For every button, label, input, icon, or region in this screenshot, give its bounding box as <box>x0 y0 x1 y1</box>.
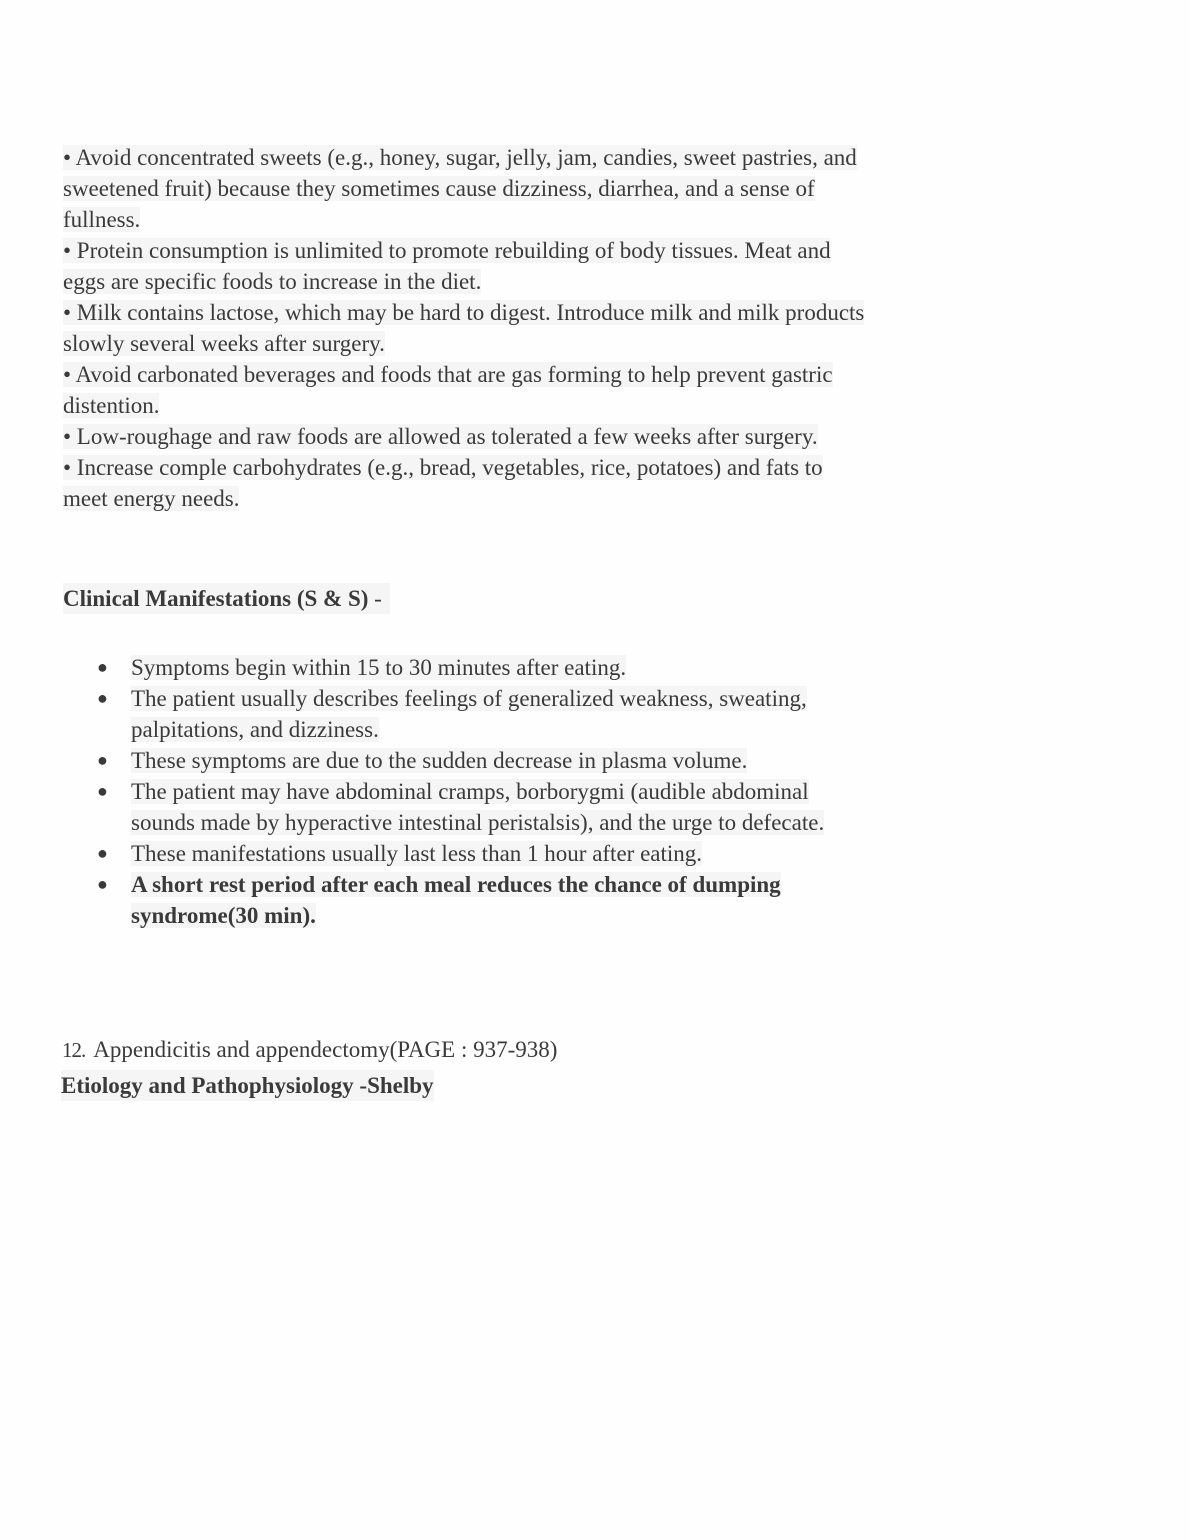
bullet-icon: ● <box>97 874 108 894</box>
list-item <box>97 776 877 838</box>
symptoms-list <box>97 652 877 931</box>
diet-item <box>63 452 873 514</box>
diet-item <box>63 359 873 421</box>
bullet-icon: ● <box>97 781 108 801</box>
etiology-heading: Etiology and Pathophysiology -Shelby <box>61 1070 434 1101</box>
diet-item <box>63 421 873 452</box>
symptom-text-emphasis: A short rest period after each meal reduces the chance of dumping syndrome(30 min). <box>131 872 781 928</box>
symptom-text: The patient usually describes feelings of generalized weakness, sweating, palpitations, and dizziness. <box>131 686 807 742</box>
symptom-text: These symptoms are due to the sudden decrease in plasma volume. <box>131 748 748 773</box>
topic-number: 12. <box>62 1038 86 1062</box>
bullet-icon: ● <box>97 750 108 770</box>
diet-item-text: • Protein consumption is unlimited to promote rebuilding of body tissues. Meat and eggs are specific foods to increase in the diet. <box>63 238 831 294</box>
diet-item-text: • Avoid concentrated sweets (e.g., honey, sugar, jelly, jam, candies, sweet pastries, and sweetened fruit) because they sometimes cause dizziness, diarrhea, and a sense of fullness. <box>63 145 857 232</box>
diet-item-text: • Increase comple carbohydrates (e.g., bread, vegetables, rice, potatoes) and fats to meet energy needs. <box>63 455 823 511</box>
bullet-icon: ● <box>97 688 108 708</box>
list-item <box>97 652 877 683</box>
bullet-icon: ● <box>97 657 108 677</box>
clinical-heading-text: Clinical Manifestations (S & S) <box>63 586 369 611</box>
clinical-manifestations-heading <box>63 583 390 614</box>
list-item <box>97 869 877 931</box>
diet-item-text: • Milk contains lactose, which may be hard to digest. Introduce milk and milk products slowly several weeks after surgery. <box>63 300 865 356</box>
symptom-text: These manifestations usually last less than 1 hour after eating. <box>131 841 703 866</box>
symptom-text: The patient may have abdominal cramps, borborygmi (audible abdominal sounds made by hyperactive intestinal peristalsis), and the urge to defecate. <box>131 779 825 835</box>
diet-item <box>63 235 873 297</box>
topic-title-line <box>62 1034 557 1066</box>
symptom-text: Symptoms begin within 15 to 30 minutes after eating. <box>131 655 627 680</box>
bullet-icon: ● <box>97 843 108 863</box>
diet-item <box>63 297 873 359</box>
diet-item-text: • Low-roughage and raw foods are allowed as tolerated a few weeks after surgery. <box>63 424 818 449</box>
diet-guidelines-list <box>63 142 873 514</box>
list-item <box>97 838 877 869</box>
topic-title: Appendicitis and appendectomy(PAGE : 937-938) <box>93 1037 558 1062</box>
list-item <box>97 745 877 776</box>
list-item <box>97 683 877 745</box>
clinical-heading-dash: - <box>368 586 382 611</box>
diet-item <box>63 142 873 235</box>
diet-item-text: • Avoid carbonated beverages and foods that are gas forming to help prevent gastric distention. <box>63 362 833 418</box>
